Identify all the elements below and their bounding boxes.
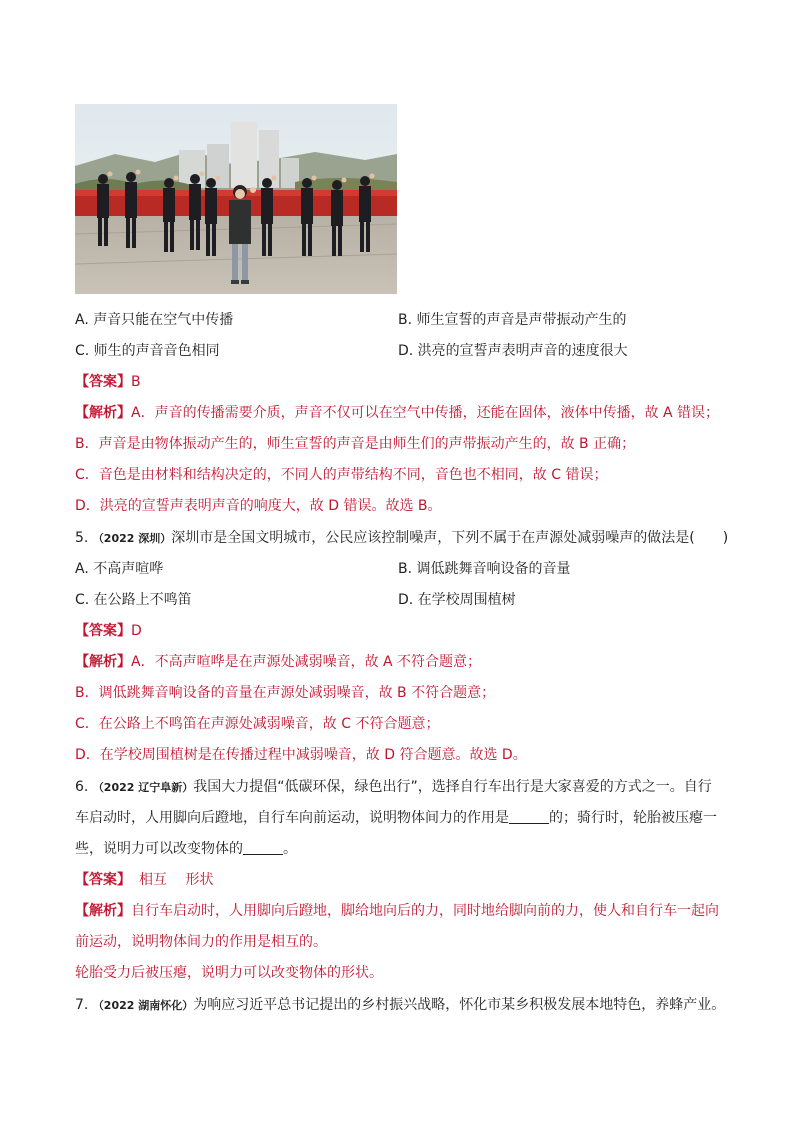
question-text: 些，说明力可以改变物体的 — [75, 841, 243, 857]
analysis-tag: 【解析】 — [75, 654, 131, 670]
q5-option-b: B. 调低跳舞音响设备的音量 — [398, 561, 571, 577]
q4-analysis-line-1 — [75, 403, 719, 423]
question-text: 深圳市是全国文明城市，公民应该控制噪声，下列不属于在声源处减弱噪声的做法是( ) — [171, 530, 729, 546]
q5-analysis-line-4: D．在学校周围植树是在传播过程中减弱噪音，故 D 符合题意。故选 D。 — [75, 747, 527, 763]
question-number: 5. — [75, 530, 89, 546]
q4-analysis-line-3: C．音色是由材料和结构决定的，不同人的声带结构不同，音色也不相同，故 C 错误； — [75, 467, 608, 483]
q4-analysis-line-4: D．洪亮的宣誓声表明声音的响度大，故 D 错误。故选 B。 — [75, 498, 442, 514]
q4-option-c: C. 师生的声音音色相同 — [75, 343, 220, 359]
question-text: 车启动时，人用脚向后蹬地，自行车向前运动，说明物体间力的作用是 — [75, 810, 509, 826]
analysis-tag: 【解析】 — [75, 405, 131, 421]
q5-analysis-line-3: C．在公路上不鸣笛在声源处减弱噪音，故 C 不符合题意； — [75, 716, 440, 732]
q4-option-d: D. 洪亮的宣誓声表明声音的速度很大 — [398, 343, 628, 359]
q4-answer — [75, 372, 141, 392]
q5-answer — [75, 621, 142, 641]
answer-value: D — [131, 623, 142, 639]
question-text: 的；骑行时，轮胎被压瘪一 — [549, 810, 717, 826]
oath-photo — [75, 104, 397, 294]
answer-blank — [243, 840, 283, 855]
analysis-text: A．声音的传播需要介质，声音不仅可以在空气中传播，还能在固体，液体中传播，故 A 错误； — [131, 405, 720, 421]
q4-option-b: B. 师生宣誓的声音是声带振动产生的 — [398, 312, 627, 328]
question-text: 。 — [283, 841, 297, 857]
q5-stem — [75, 528, 728, 549]
q6-analysis-line-2: 前运动，说明物体间力的作用是相互的。 — [75, 934, 327, 950]
q6-stem-line-1 — [75, 777, 712, 798]
answer-tag: 【答案】 — [75, 623, 131, 639]
question-source: （2022 辽宁阜新） — [92, 781, 194, 794]
q6-analysis-line-3: 轮胎受力后被压瘪，说明力可以改变物体的形状。 — [75, 965, 383, 981]
answer-tag: 【答案】 — [75, 374, 131, 390]
q6-stem-line-2 — [75, 808, 717, 828]
analysis-text: 自行车启动时，人用脚向后蹬地，脚给地向后的力，同时地给脚向前的力，使人和自行车一起向 — [131, 903, 719, 919]
q4-option-a: A. 声音只能在空气中传播 — [75, 312, 234, 328]
answer-tag: 【答案】 — [75, 872, 131, 888]
question-number: 6. — [75, 779, 89, 795]
question-source: （2022 深圳） — [92, 532, 172, 545]
q6-analysis-line-1 — [75, 901, 719, 921]
question-number: 7. — [75, 997, 89, 1013]
q5-option-c: C. 在公路上不鸣笛 — [75, 592, 192, 608]
answer-value: B — [131, 374, 141, 390]
analysis-text: A．不高声喧哗是在声源处减弱噪音，故 A 不符合题意； — [131, 654, 482, 670]
question-source: （2022 湖南怀化） — [92, 999, 194, 1012]
answer-value: 相互 形状 — [139, 872, 214, 888]
q6-answer — [75, 870, 213, 890]
q7-stem — [75, 995, 725, 1016]
q5-option-a: A. 不高声喧哗 — [75, 561, 164, 577]
answer-blank — [509, 809, 549, 824]
q5-analysis-line-1 — [75, 652, 481, 672]
q4-analysis-line-2: B．声音是由物体振动产生的，师生宣誓的声音是由师生们的声带振动产生的，故 B 正确； — [75, 436, 636, 452]
analysis-tag: 【解析】 — [75, 903, 131, 919]
question-text: 为响应习近平总书记提出的乡村振兴战略，怀化市某乡积极发展本地特色，养蜂产业。 — [193, 997, 726, 1013]
q6-stem-line-3 — [75, 839, 297, 859]
q5-option-d: D. 在学校周围植树 — [398, 592, 516, 608]
q5-analysis-line-2: B．调低跳舞音响设备的音量在声源处减弱噪音，故 B 不符合题意； — [75, 685, 496, 701]
question-text: 我国大力提倡“低碳环保，绿色出行”，选择自行车出行是大家喜爱的方式之一。自行 — [193, 779, 712, 795]
